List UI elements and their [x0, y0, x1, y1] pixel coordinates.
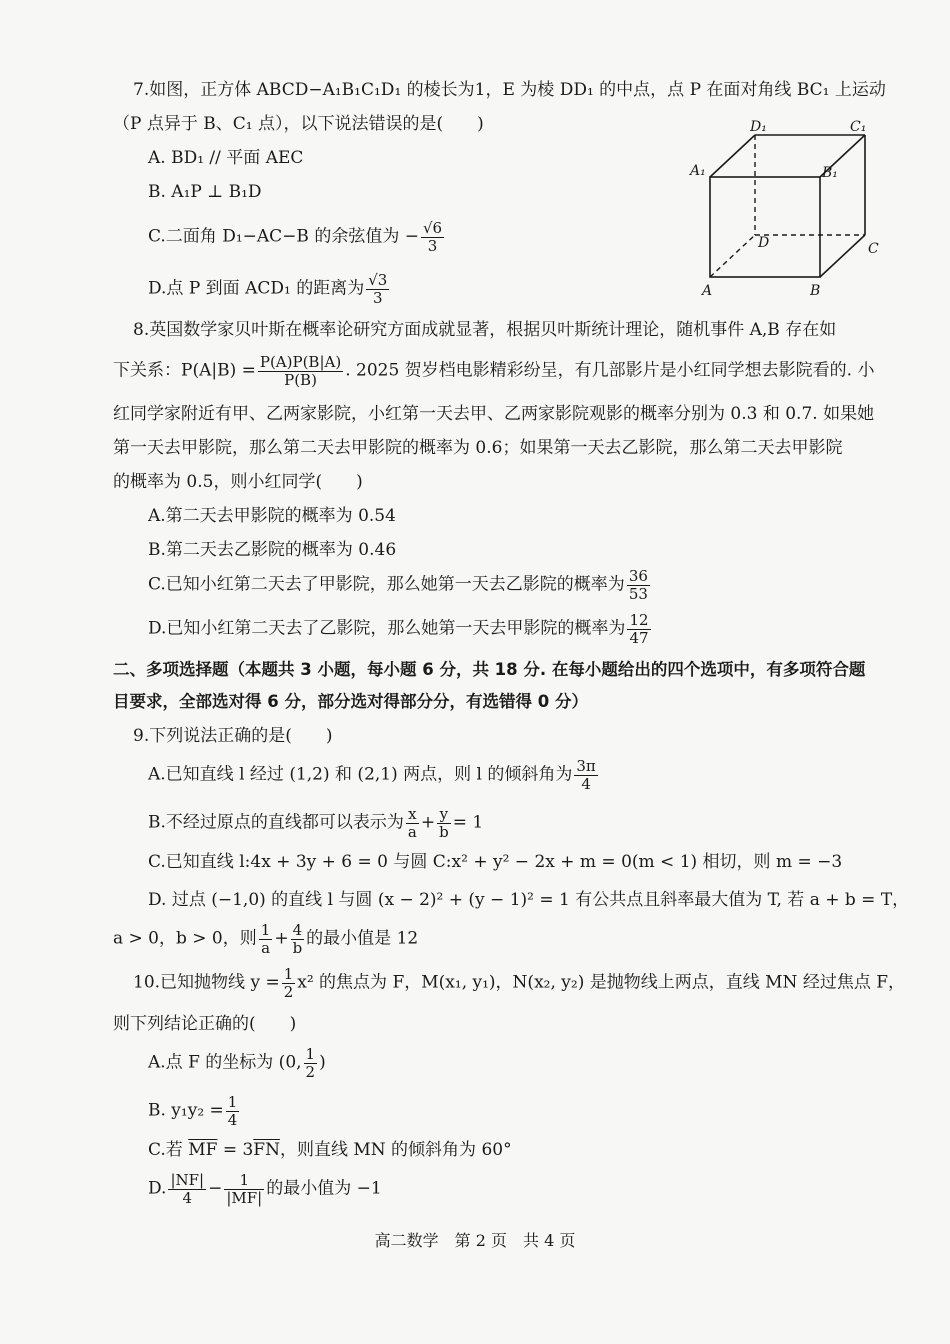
q7-option-b: B. A₁P ⊥ B₁D: [148, 182, 262, 202]
q8-line4: 第一天去甲影院，那么第二天去甲影院的概率为 0.6；如果第一天去乙影院，那么第二天去甲影院: [113, 438, 843, 458]
frac-4-over-b: [291, 922, 305, 956]
q8-option-d: [148, 612, 653, 646]
frac-num: 1: [227, 1093, 238, 1111]
q8-line2-pre: 下关系：P(A|B) =: [113, 360, 256, 381]
q10-stem-post: x² 的焦点为 F，M(x₁, y₁)，N(x₂, y₂) 是抛物线上两点，直线 MN 经过焦点 F，: [297, 972, 906, 993]
frac-y-over-b: [437, 806, 451, 840]
frac-num: 36: [628, 567, 648, 585]
q8-option-c: [148, 568, 652, 602]
frac-1-over-mf: [224, 1172, 264, 1206]
bayes-formula: [258, 354, 343, 388]
label-c: C: [868, 241, 879, 257]
q10-stem-pre: 10.已知抛物线 y =: [133, 972, 280, 993]
q8-line3: 红同学家附近有甲、乙两家影院，小红第一天去甲、乙两家影院观影的概率分别为 0.3 和 0.7. 如果她: [113, 404, 875, 424]
q8-option-c-text: C.已知小红第二天去了甲影院，那么她第一天去乙影院的概率为: [148, 574, 625, 595]
plus-sign: +: [274, 928, 289, 949]
q9-stem: 9.下列说法正确的是( ): [133, 726, 333, 746]
cube-hidden-edge-ad: [710, 235, 755, 277]
frac-num: √3: [368, 271, 388, 289]
frac-num: x: [406, 806, 419, 824]
frac-den: P(B): [284, 370, 317, 389]
frac-one-half: [304, 1046, 318, 1080]
q7-option-d: [148, 272, 391, 306]
section2-heading-line2: 目要求，全部选对得 6 分，部分选对得部分分，有选错得 0 分）: [113, 692, 588, 711]
frac-num: |NF|: [170, 1171, 205, 1189]
frac-den: 3: [373, 288, 383, 307]
q10-option-c: [148, 1140, 512, 1161]
minus-sign: −: [208, 1178, 223, 1199]
frac-den: 2: [283, 982, 294, 1001]
label-a1: A₁: [690, 163, 706, 179]
frac-num: 12: [629, 611, 649, 629]
frac-den: 47: [629, 628, 649, 647]
q9-option-a-text: A.已知直线 l 经过 (1,2) 和 (2,1) 两点，则 l 的倾斜角为: [148, 764, 573, 785]
frac-num: 1: [283, 965, 294, 983]
frac-num: 4: [291, 922, 305, 940]
frac-den: |MF|: [226, 1188, 263, 1207]
q10-stem-line2: 则下列结论正确的( ): [113, 1014, 297, 1034]
section2-heading-line1: 二、多项选择题（本题共 3 小题，每小题 6 分，共 18 分. 在每小题给出的四个选项中，有多项符合题: [113, 660, 866, 679]
label-b: B: [810, 283, 821, 299]
q10-option-b: [148, 1094, 241, 1128]
q7-option-d-fraction: [366, 272, 389, 306]
q9-option-a: [148, 758, 600, 792]
q10-option-d: [148, 1172, 382, 1206]
label-d1: D₁: [750, 119, 767, 135]
cube-edge-bc: [820, 235, 865, 277]
q8-option-d-text: D.已知小红第二天去了乙影院，那么她第一天去甲影院的概率为: [148, 618, 626, 639]
q7-option-c-fraction: [421, 220, 444, 254]
frac-den: 53: [628, 584, 648, 603]
q9-option-b-text: B.不经过原点的直线都可以表示为: [148, 812, 404, 833]
frac-one-half: [282, 966, 296, 1000]
q7-stem-line1: 7.如图，正方体 ABCD−A₁B₁C₁D₁ 的棱长为1，E 为棱 DD₁ 的中点，点 P 在面对角线 BC₁ 上运动: [133, 80, 886, 100]
q8-line2: [113, 354, 875, 388]
label-c1: C₁: [850, 119, 867, 135]
frac-1-over-a: [259, 922, 273, 956]
q9-option-d-pre: a > 0，b > 0，则: [113, 928, 257, 949]
cube-edge-a1d1: [710, 135, 755, 177]
frac-den: a: [261, 938, 271, 957]
q9-option-a-fraction: [574, 758, 597, 792]
label-b1: B₁: [822, 165, 838, 181]
q8-option-b: B.第二天去乙影院的概率为 0.46: [148, 540, 397, 560]
q9-option-b: [148, 806, 483, 840]
q9-option-d-post: 的最小值是 12: [306, 928, 419, 949]
page-footer: 高二数学 第 2 页 共 4 页: [374, 1231, 576, 1250]
label-a: A: [702, 283, 713, 299]
frac-x-over-a: [406, 806, 419, 840]
frac-den: b: [439, 822, 449, 841]
frac-num: 3π: [576, 757, 596, 775]
frac-den: 4: [227, 1110, 238, 1129]
plus-sign: +: [420, 812, 436, 833]
q10-option-c-post: ，则直线 MN 的倾斜角为 60°: [279, 1140, 512, 1160]
frac-den: 4: [182, 1188, 193, 1207]
frac-nf-over-4: [168, 1172, 206, 1206]
frac-num: 1: [224, 1172, 264, 1190]
q10-option-a-post: ): [319, 1052, 326, 1073]
frac-den: 3: [427, 236, 438, 255]
vector-fn: $\overline{FN}$: [253, 1140, 280, 1160]
cube-figure: [680, 115, 880, 300]
frac-num: √6: [422, 219, 443, 237]
frac-num: 1: [260, 921, 271, 939]
q8-option-d-fraction: [627, 612, 650, 646]
q9-option-d-line1: D. 过点 (−1,0) 的直线 l 与圆 (x − 2)² + (y − 1)² = 1 有公共点且斜率最大值为 T, 若 a + b = T，: [148, 890, 910, 910]
q10-stem-line1: [133, 966, 905, 1000]
q10-option-a: [148, 1046, 326, 1080]
vector-mf: $\overline{MF}$: [188, 1140, 218, 1160]
q10-option-d-post: 的最小值为 −1: [266, 1178, 382, 1199]
q10-option-c-mid: = 3: [222, 1140, 254, 1160]
q9-option-d-line2: [113, 922, 418, 956]
q8-line2-post: . 2025 贺岁档电影精彩纷呈，有几部影片是小红同学想去影院看的. 小: [345, 360, 875, 381]
frac-den: a: [407, 822, 417, 841]
q10-option-a-pre: A.点 F 的坐标为 (0,: [148, 1052, 302, 1073]
q10-option-c-pre: C.若: [148, 1140, 183, 1160]
frac-den: 4: [581, 774, 591, 793]
q8-line5: 的概率为 0.5，则小红同学( ): [113, 472, 363, 492]
q7-option-d-text: D.点 P 到面 ACD₁ 的距离为: [148, 278, 365, 299]
equals-one: = 1: [452, 812, 484, 833]
frac-num: 1: [305, 1045, 316, 1063]
label-d: D: [758, 235, 770, 251]
frac-den: 2: [305, 1062, 316, 1081]
frac-num: P(A)P(B|A): [259, 353, 342, 371]
q10-option-d-pre: D.: [148, 1178, 167, 1199]
q9-option-c: C.已知直线 l:4x + 3y + 6 = 0 与圆 C:x² + y² − 2x + m = 0(m < 1) 相切，则 m = −3: [148, 852, 843, 872]
q8-line1: 8.英国数学家贝叶斯在概率论研究方面成就显著，根据贝叶斯统计理论，随机事件 A,B 存在如: [133, 320, 837, 340]
q7-stem-line2: （P 点异于 B、C₁ 点），以下说法错误的是( ): [113, 114, 484, 134]
frac-one-quarter: [226, 1094, 240, 1128]
q7-option-c: [148, 220, 446, 254]
q7-option-a: A. BD₁ // 平面 AEC: [148, 148, 304, 168]
q8-option-c-fraction: [627, 568, 650, 602]
frac-den: b: [292, 938, 303, 957]
q7-option-c-text: C.二面角 D₁−AC−B 的余弦值为 −: [148, 226, 419, 247]
q8-option-a: A.第二天去甲影院的概率为 0.54: [148, 506, 396, 526]
frac-num: y: [437, 806, 451, 824]
q10-option-b-pre: B. y₁y₂ =: [148, 1100, 224, 1121]
